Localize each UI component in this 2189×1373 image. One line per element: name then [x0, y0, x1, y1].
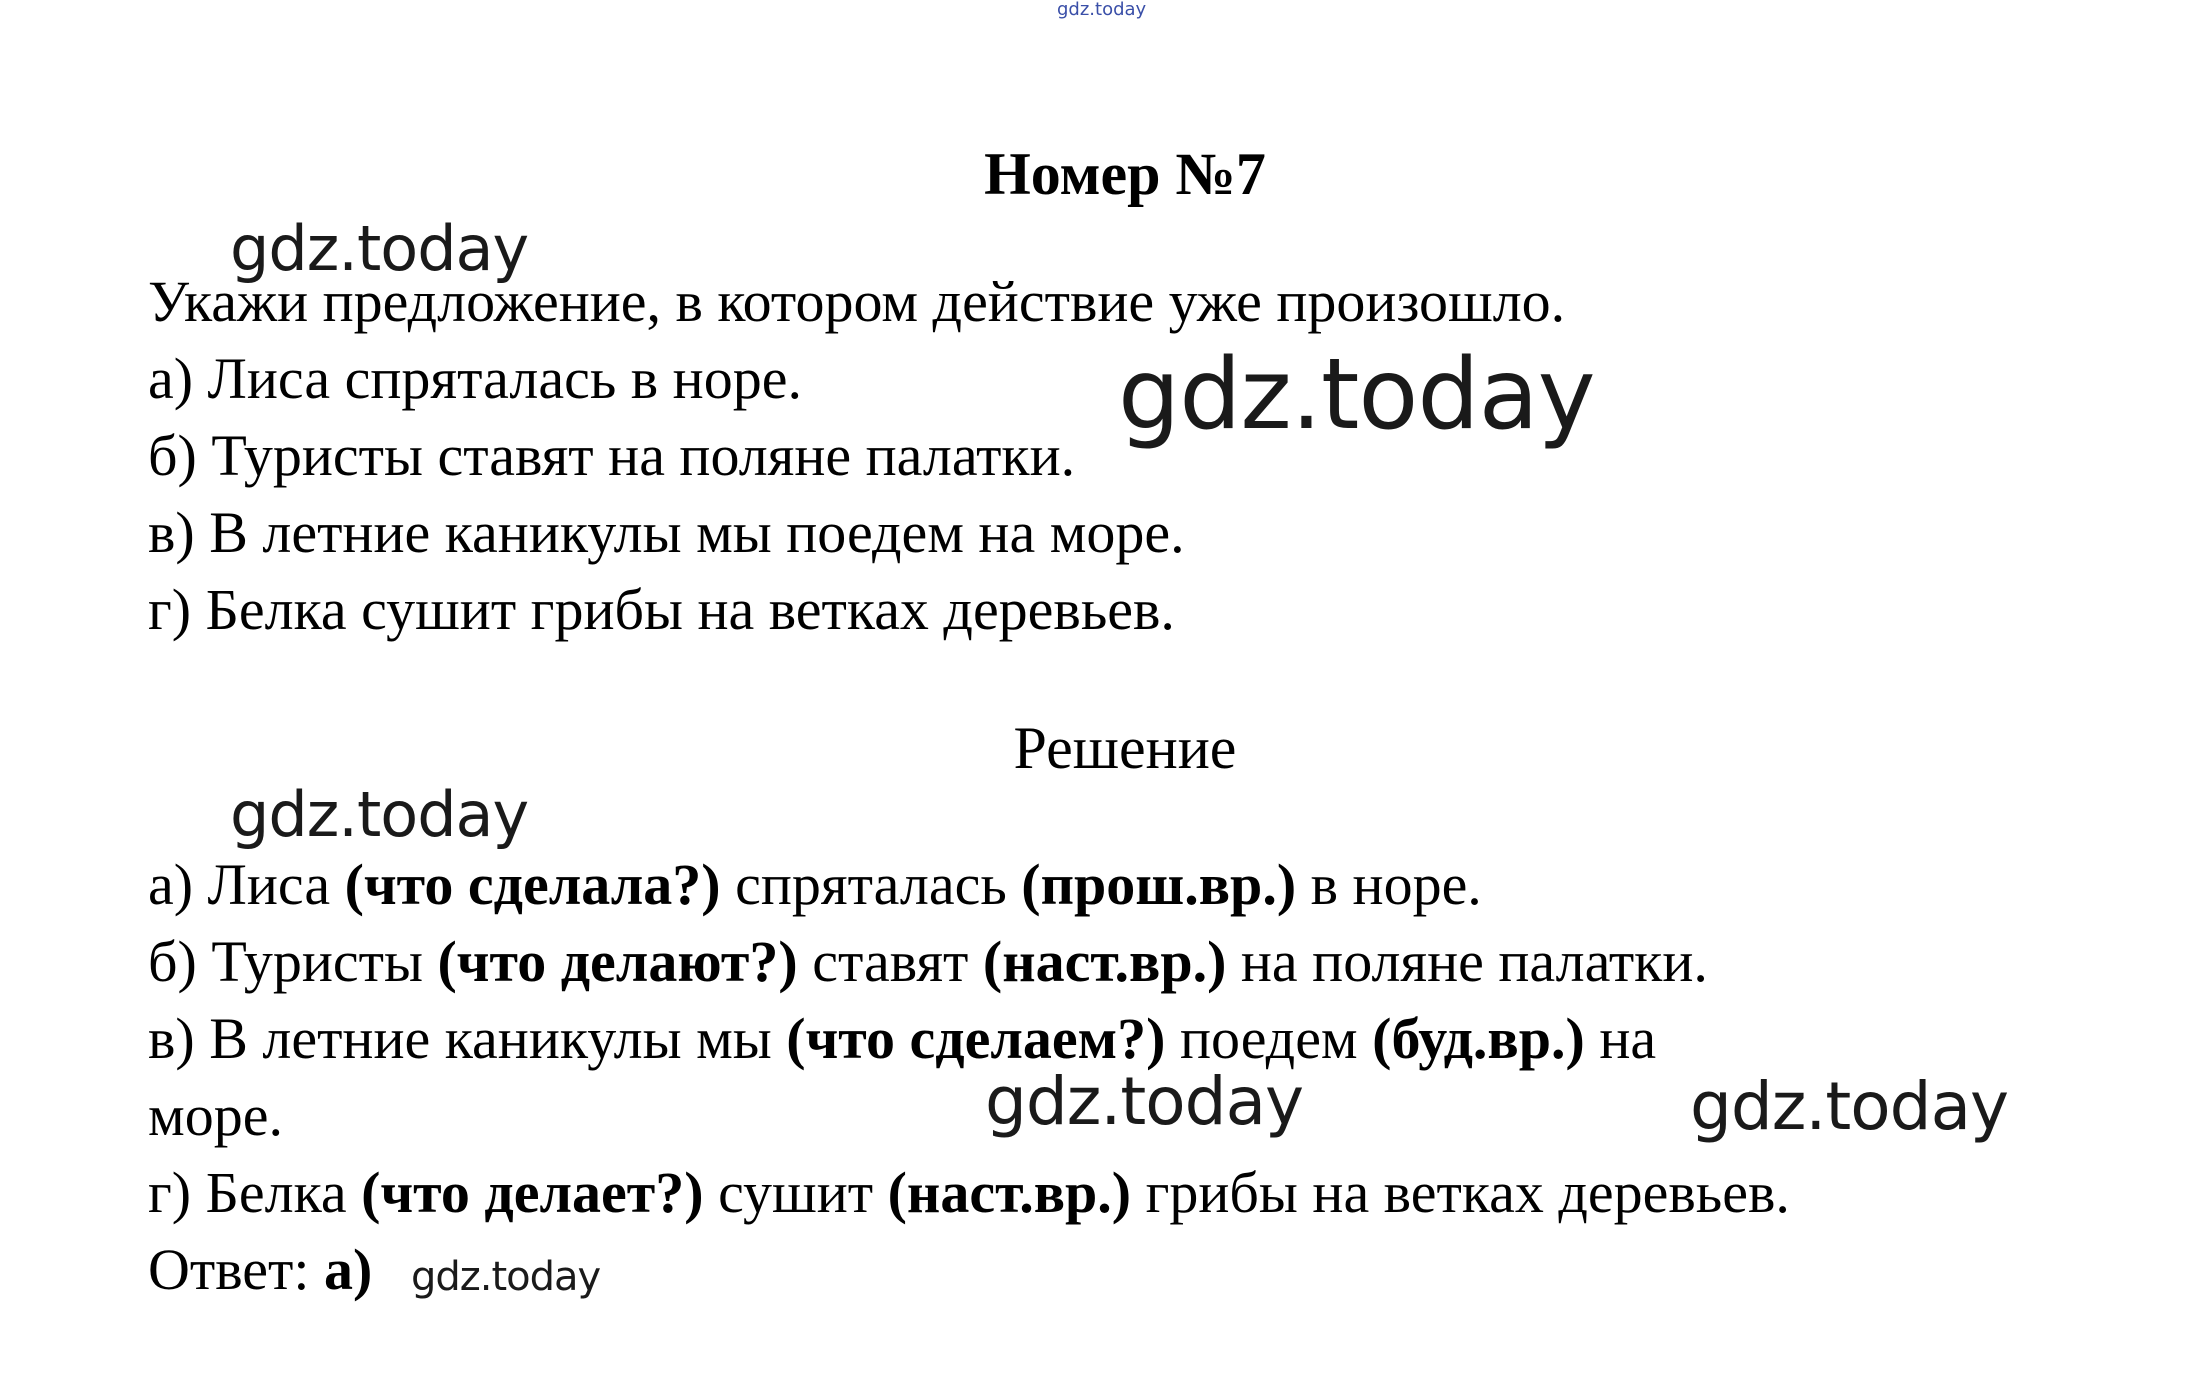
watermark: gdz.today: [230, 212, 529, 285]
watermark: gdz.today: [1690, 1068, 2009, 1145]
question-word: (что делает?): [361, 1160, 704, 1225]
question-word: (что сделаем?): [786, 1006, 1166, 1071]
task-option-b: б) Туристы ставят на поляне палатки.: [148, 423, 1076, 488]
task-option-g: г) Белка сушит грибы на ветках деревьев.: [148, 577, 1175, 642]
task-option-a: а) Лиса спряталась в норе.: [148, 346, 802, 411]
solution-text: спряталась: [720, 852, 1022, 917]
watermark: gdz.today: [230, 778, 529, 851]
solution-text: а) Лиса: [148, 852, 345, 917]
watermark: gdz.today: [985, 1063, 1304, 1140]
solution-line-v-wrap: море.: [148, 1083, 283, 1148]
watermark-answer: gdz.today: [411, 1254, 601, 1300]
solution-text: на поляне палатки.: [1226, 929, 1708, 994]
tense-label: (наст.вр.): [982, 929, 1227, 994]
solution-text: в) В летние каникулы мы: [148, 1006, 787, 1071]
tense-label: (прош.вр.): [1021, 852, 1297, 917]
solution-text: сушит: [703, 1160, 888, 1225]
solution-text: на: [1584, 1006, 1657, 1071]
solution-text: в норе.: [1296, 852, 1482, 917]
tense-label: (буд.вр.): [1372, 1006, 1585, 1071]
solution-text: грибы на ветках деревьев.: [1131, 1160, 1790, 1225]
solution-line-a: [148, 850, 1482, 920]
question-word: (что сделала?): [344, 852, 721, 917]
solution-line-v: [148, 1004, 1656, 1074]
watermark-top: gdz.today: [1057, 0, 1147, 20]
solution-line-g: [148, 1158, 1790, 1228]
answer-value: а): [323, 1237, 373, 1302]
solution-heading: Решение: [1013, 715, 1237, 781]
task-option-v: в) В летние каникулы мы поедем на море.: [148, 500, 1185, 565]
solution-text: поедем: [1165, 1006, 1373, 1071]
watermark-large: gdz.today: [1118, 338, 1595, 452]
solution-text: б) Туристы: [148, 929, 438, 994]
solution-text: ставят: [797, 929, 983, 994]
page-title: Номер №7: [984, 141, 1266, 207]
answer-line: [148, 1235, 372, 1305]
solution-text: г) Белка: [148, 1160, 362, 1225]
task-question: Укажи предложение, в котором действие уже произошло.: [148, 269, 1566, 334]
tense-label: (наст.вр.): [887, 1160, 1132, 1225]
answer-label: Ответ:: [148, 1237, 324, 1302]
solution-line-b: [148, 927, 1708, 997]
question-word: (что делают?): [437, 929, 798, 994]
